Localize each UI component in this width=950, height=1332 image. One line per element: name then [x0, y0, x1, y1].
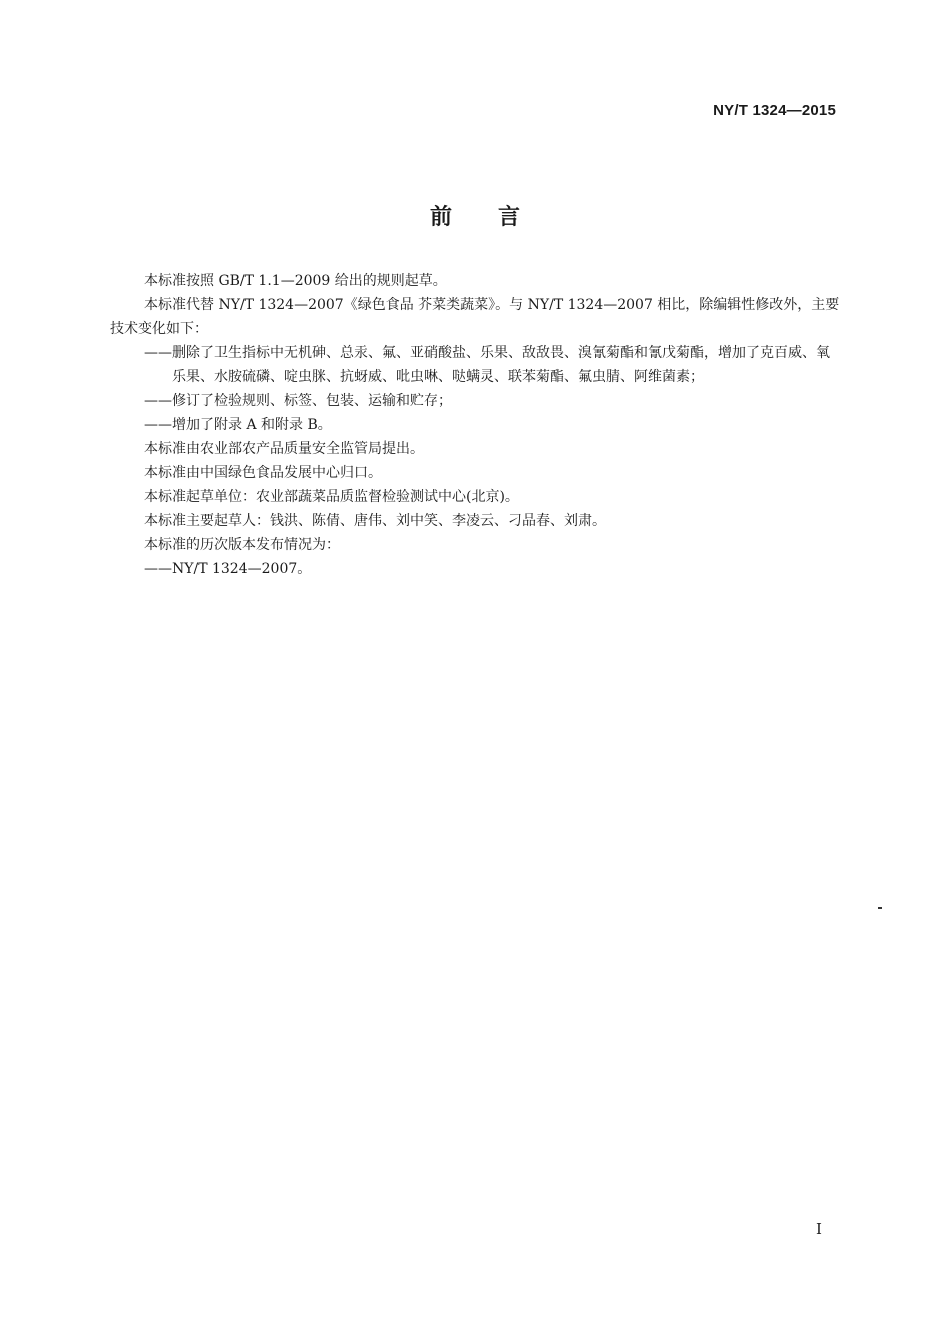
paragraph-drafting-unit: 本标准起草单位：农业部蔬菜品质监督检验测试中心(北京)。: [144, 489, 519, 505]
paragraph-drafting-rules: 本标准按照 GB/T 1.1—2009 给出的规则起草。: [144, 273, 447, 289]
paragraph-history-intro: 本标准的历次版本发布情况为：: [144, 537, 340, 553]
page-number: I: [816, 1220, 822, 1238]
paragraph-drafters: 本标准主要起草人：钱洪、陈倩、唐伟、刘中笑、李凌云、刁品春、刘肃。: [144, 513, 606, 529]
change-item-inspection: ——修订了检验规则、标签、包装、运输和贮存；: [144, 393, 452, 409]
paragraph-replacement: 本标准代替 NY/T 1324—2007《绿色食品 芥菜类蔬菜》。与 NY/T 1324—2007 相比，除编辑性修改外，主要技术变化如下：: [110, 297, 840, 337]
paragraph-proposer: 本标准由农业部农产品质量安全监管局提出。: [144, 441, 424, 457]
scan-speck: [878, 907, 882, 909]
document-body: [110, 269, 840, 581]
change-item-appendix: ——增加了附录 A 和附录 B。: [144, 417, 332, 433]
history-item: ——NY/T 1324—2007。: [144, 561, 312, 577]
page-title: 前言: [429, 205, 566, 230]
paragraph-centralized: 本标准由中国绿色食品发展中心归口。: [144, 465, 382, 481]
document-number: NY/T 1324—2015: [713, 102, 836, 119]
change-item-hygiene: ——删除了卫生指标中无机砷、总汞、氟、亚硝酸盐、乐果、敌敌畏、溴氰菊酯和氰戊菊酯，增加了克百威、氧乐果、水胺硫磷、啶虫脒、抗蚜威、吡虫啉、哒螨灵、联苯菊酯、氟虫腈、阿维菌素；: [144, 345, 830, 385]
